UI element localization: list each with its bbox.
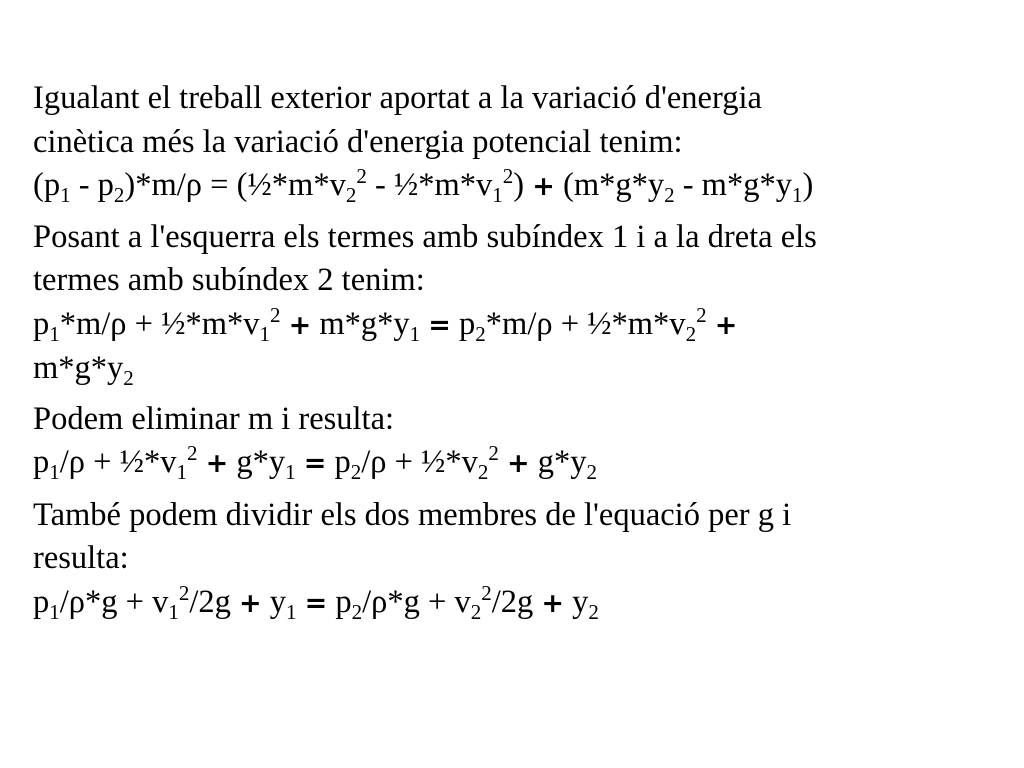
- subscript: 2: [345, 183, 357, 207]
- subscript: 2: [475, 321, 486, 346]
- formula-text: p: [450, 305, 476, 342]
- superscript: 2: [356, 164, 367, 188]
- formula-text: ): [802, 167, 814, 203]
- formula-text: - m*g*y: [674, 167, 792, 203]
- subscript: 2: [113, 183, 125, 207]
- subscript: 1: [49, 599, 60, 624]
- superscript: 2: [502, 164, 514, 188]
- formula-text: y: [261, 583, 286, 620]
- formula-text: )*m/ρ = (½*m*v: [124, 167, 346, 203]
- formula-text: g*y: [529, 444, 587, 480]
- formula-line: [33, 581, 1003, 626]
- subscript: 2: [123, 366, 134, 390]
- subscript: 1: [49, 321, 60, 346]
- subscript: 1: [168, 599, 179, 624]
- text-line: Posant a l'esquerra els termes amb subíndex 1 i a la dreta els: [33, 218, 817, 255]
- text-line: termes amb subíndex 2 tenim:: [33, 262, 425, 298]
- text-line: També podem dividir els dos membres de l'equació per g i: [33, 496, 792, 533]
- formula-text: p: [326, 444, 351, 480]
- formula-text: /2g: [189, 583, 239, 620]
- formula-text: [197, 444, 205, 480]
- subscript: 2: [470, 599, 482, 624]
- paragraph-eliminate-mass: [33, 398, 1003, 486]
- paragraph-work-energy: [33, 77, 1003, 209]
- subscript: 2: [477, 460, 489, 484]
- formula-text: m*g*y: [311, 305, 410, 342]
- formula-line: [33, 441, 1003, 486]
- subscript: 1: [49, 460, 60, 484]
- subscript: 1: [285, 460, 296, 484]
- formula-text: p: [327, 583, 352, 620]
- formula-text: (m*g*y: [554, 167, 665, 203]
- slide-body: [33, 77, 1003, 625]
- formula-text: ): [513, 167, 533, 203]
- subscript: 2: [586, 460, 598, 484]
- formula-text: /ρ*g + v: [59, 583, 169, 620]
- subscript: 2: [350, 460, 362, 484]
- subscript: 1: [791, 183, 803, 207]
- formula-text: p: [33, 305, 50, 342]
- superscript: 2: [696, 302, 707, 327]
- formula-line: [33, 164, 1003, 209]
- formula-text: [281, 306, 289, 342]
- text-line: cinètica més la variació d'energia potencial tenim:: [33, 123, 683, 160]
- formula-text: /ρ + ½*v: [361, 444, 478, 480]
- formula-line: [33, 303, 1003, 348]
- operator: +: [714, 309, 738, 341]
- formula-text: - p: [70, 167, 114, 203]
- formula-text: *m/ρ + ½*m*v: [485, 305, 686, 342]
- text-line: Igualant el treball exterior aportat a la variació d'energia: [33, 80, 762, 116]
- subscript: 2: [588, 599, 599, 624]
- subscript: 2: [351, 599, 363, 624]
- paragraph-divide-by-g: [33, 494, 1003, 626]
- text-line: resulta:: [33, 540, 129, 576]
- operator: =: [303, 448, 327, 479]
- formula-text: p: [33, 444, 50, 480]
- formula-text: p: [33, 583, 50, 620]
- formula-text: [707, 306, 715, 342]
- formula-line: [33, 347, 1003, 391]
- paragraph-rearranged: [33, 216, 1003, 391]
- formula-text: *m/ρ + ½*m*v: [59, 305, 260, 342]
- subscript: 2: [664, 183, 675, 207]
- formula-text: /2g: [491, 583, 542, 620]
- superscript: 2: [178, 580, 190, 605]
- operator: +: [532, 171, 555, 202]
- formula-text: - ½*m*v: [366, 167, 493, 203]
- formula-text: /ρ + ½*v: [59, 444, 177, 480]
- operator: +: [238, 587, 262, 619]
- operator: +: [541, 587, 564, 619]
- operator: =: [304, 587, 328, 619]
- superscript: 2: [186, 441, 198, 465]
- formula-text: [296, 584, 304, 620]
- superscript: 2: [488, 441, 499, 465]
- subscript: 1: [259, 321, 271, 346]
- subscript: 1: [409, 321, 421, 346]
- formula-text: m*g*y: [33, 350, 124, 386]
- operator: +: [205, 448, 229, 479]
- text-line: Podem eliminar m i resulta:: [33, 400, 395, 437]
- operator: +: [288, 309, 312, 341]
- formula-text: [296, 444, 304, 480]
- subscript: 1: [60, 183, 71, 207]
- formula-text: [499, 444, 507, 480]
- subscript: 1: [285, 599, 297, 624]
- superscript: 2: [481, 580, 492, 605]
- formula-text: g*y: [228, 444, 286, 480]
- formula-text: /ρ*g + v: [362, 583, 471, 620]
- operator: +: [507, 448, 530, 479]
- subscript: 2: [685, 321, 697, 346]
- subscript: 1: [176, 460, 187, 484]
- superscript: 2: [270, 302, 281, 327]
- operator: =: [428, 309, 451, 341]
- subscript: 1: [492, 183, 503, 207]
- formula-text: (p: [33, 167, 61, 203]
- formula-text: y: [563, 583, 589, 620]
